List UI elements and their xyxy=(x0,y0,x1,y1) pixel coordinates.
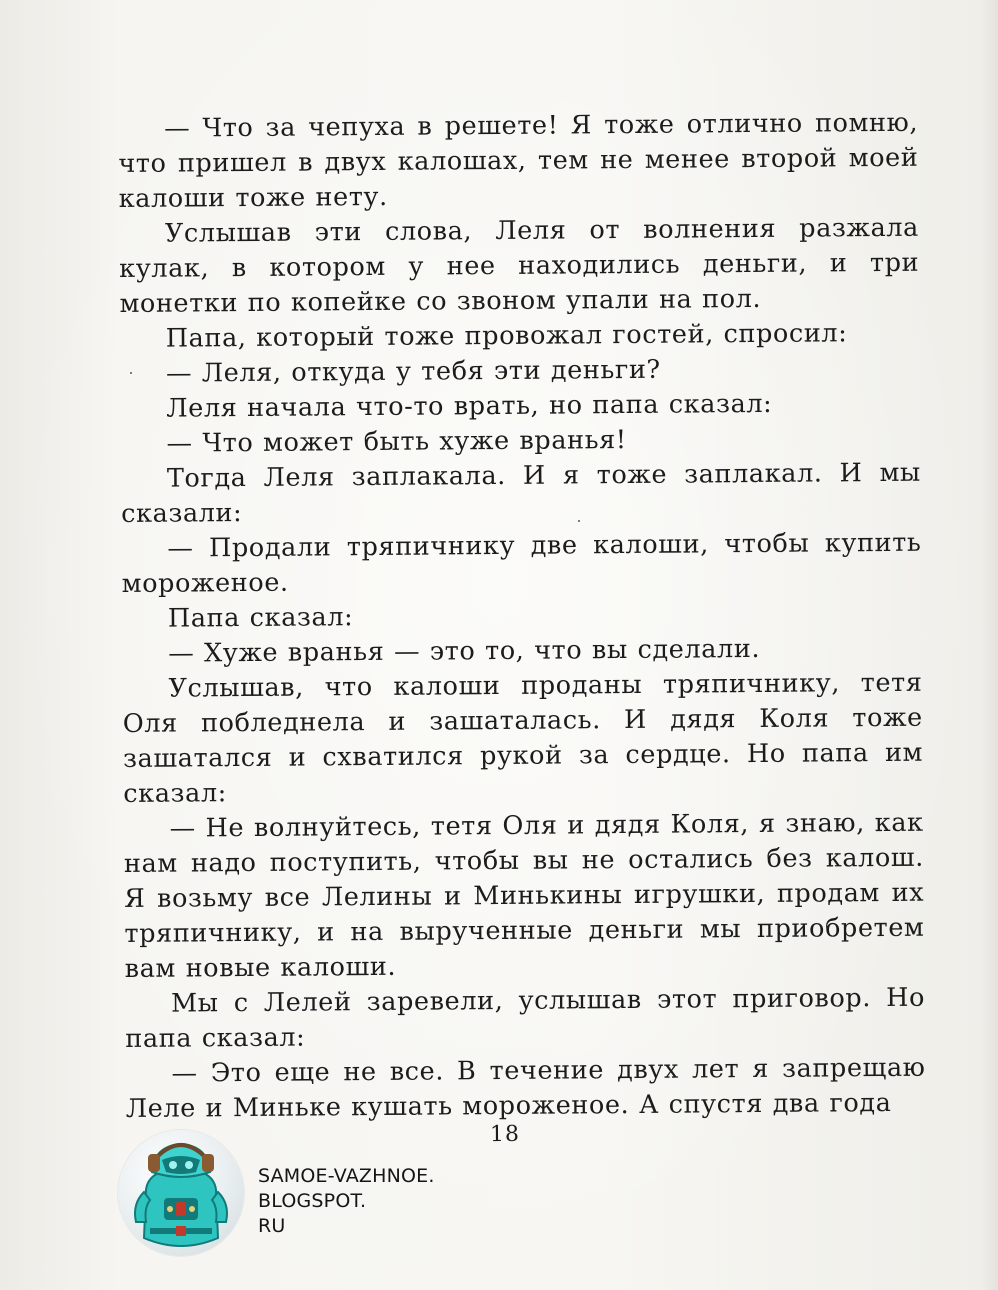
paragraph: — Хуже вранья — это то, что вы сделали. xyxy=(168,633,761,669)
watermark-line: BLOGSPOT. xyxy=(258,1190,367,1212)
paragraph: — Не волнуйтесь, тетя Оля и дядя Коля, я знаю, как нам надо поступить, чтобы вы не остались без калош. Я возьму все Лелины и Минькины игрушки, продам их тряпичнику, и на вырученные деньги мы приобретем вам новые калоши. xyxy=(123,807,925,984)
paper-speck xyxy=(130,372,132,374)
paragraph: — Леля, откуда у тебя эти деньги? xyxy=(165,354,661,389)
paper-speck xyxy=(578,520,580,522)
paragraph: — Продали тряпичнику две калоши, чтобы купить мороженое. xyxy=(121,527,922,599)
page-edge-shadow xyxy=(980,0,998,1290)
robot-logo-graphic xyxy=(118,1130,244,1256)
watermark-line: RU xyxy=(258,1215,286,1237)
watermark-line: SAMOE-VAZHNOE. xyxy=(258,1165,435,1187)
paragraph: Папа сказал: xyxy=(167,602,354,634)
paragraph: — Что за чепуха в решете! Я тоже отлично помню, что пришел в двух калошах, тем не менее второй моей калоши тоже нету. xyxy=(118,107,919,214)
paragraph: Тогда Леля заплакала. И я тоже заплакал. И мы сказали: xyxy=(121,457,921,529)
page-number: 18 xyxy=(489,1121,521,1148)
paragraph: Услышав, что калоши проданы тряпичнику, тетя Оля побледнела и зашаталась. И дядя Коля тоже зашатался и схватился рукой за сердце. Но папа им сказал: xyxy=(122,667,924,809)
paragraph: Леля начала что-то врать, но папа сказал: xyxy=(166,388,773,424)
blog-watermark xyxy=(258,1164,435,1239)
paragraph: — Это еще не все. В течение двух лет я запрещаю Леле и Миньке кушать мороженое. А спустя два года xyxy=(125,1052,926,1124)
paragraph: Папа, который тоже провожал гостей, спросил: xyxy=(165,318,848,354)
paragraph: — Что может быть хуже вранья! xyxy=(166,425,627,459)
paragraph: Услышав эти слова, Леля от волнения разжала кулак, в котором у нее находились деньги, и три монетки по копейке со звоном упали на пол. xyxy=(119,212,920,319)
robot-icon xyxy=(118,1130,244,1256)
story-text xyxy=(118,106,926,1127)
paragraph: Мы с Лелей заревели, услышав этот приговор. Но папа сказал: xyxy=(125,982,926,1054)
